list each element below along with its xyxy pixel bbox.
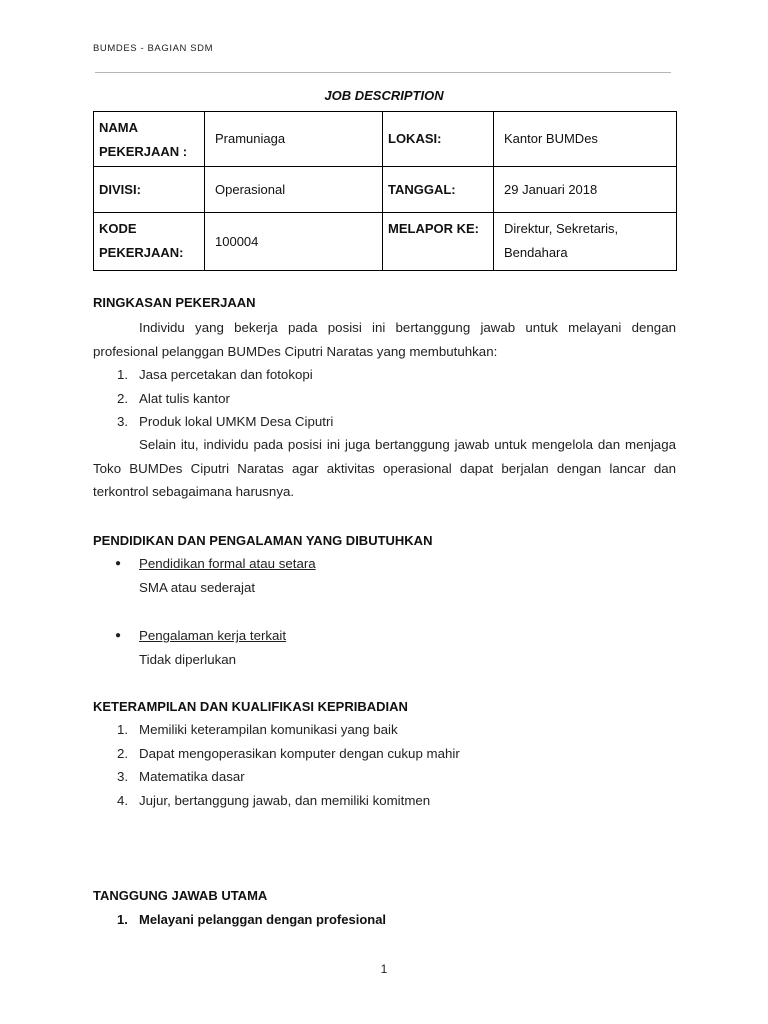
summary-closing: Selain itu, individu pada posisi ini juga bertanggung jawab untuk mengelola dan menjaga Toko BUMDes Ciputri Naratas agar aktivitas operasional dapat berjalan dengan lancar dan terkontrol sebagaimana harusnya.	[93, 437, 676, 499]
table-row	[94, 213, 677, 271]
list-number: 4.	[117, 792, 129, 808]
list-item	[93, 387, 333, 411]
list-number: 2.	[117, 745, 129, 761]
list-item	[93, 718, 460, 742]
skills-list	[93, 718, 460, 812]
reports-to-value: Direktur, Sekretaris, Bendahara	[494, 213, 677, 271]
date-label: TANGGAL:	[383, 167, 494, 213]
list-text: Dapat mengoperasikan komputer dengan cukup mahir	[139, 745, 460, 761]
list-text: Jujur, bertanggung jawab, dan memiliki komitmen	[139, 792, 431, 808]
bullet-title: Pendidikan formal atau setara	[139, 556, 316, 571]
summary-list	[93, 363, 333, 434]
date-value: 29 Januari 2018	[494, 167, 677, 213]
location-label: LOKASI:	[383, 112, 494, 167]
list-number: 3.	[117, 769, 129, 784]
list-item	[93, 789, 460, 813]
reports-to-label: MELAPOR KE:	[383, 213, 494, 271]
job-name-label: NAMA PEKERJAAN :	[94, 112, 205, 167]
job-code-value: 100004	[205, 213, 383, 271]
list-item	[93, 410, 333, 434]
list-text: Jasa percetakan dan fotokopi	[139, 367, 313, 382]
list-number: 1.	[117, 912, 128, 927]
bullet-dot-icon: ●	[115, 630, 122, 641]
page-number: 1	[380, 962, 388, 976]
list-text: Matematika dasar	[139, 769, 245, 784]
list-item	[93, 765, 460, 789]
job-code-label: KODE PEKERJAAN:	[94, 213, 205, 271]
table-row	[94, 112, 677, 167]
list-item	[93, 742, 460, 766]
location-value: Kantor BUMDes	[494, 112, 677, 167]
bullet-title: Pengalaman kerja terkait	[139, 628, 287, 643]
list-text: Alat tulis kantor	[139, 390, 230, 406]
summary-intro: Individu yang bekerja pada posisi ini bertanggung jawab untuk melayani dengan profesional pelanggan BUMDes Ciputri Naratas yang membutuhkan:	[93, 320, 676, 359]
responsibilities-heading: TANGGUNG JAWAB UTAMA	[93, 888, 268, 903]
list-text: Melayani pelanggan dengan profesional	[139, 912, 387, 927]
table-row	[94, 167, 677, 213]
job-name-value: Pramuniaga	[205, 112, 383, 167]
education-heading: PENDIDIKAN DAN PENGALAMAN YANG DIBUTUHKAN	[93, 533, 433, 548]
bullet-dot-icon: ●	[115, 558, 122, 569]
job-info-table	[93, 111, 677, 271]
list-number: 1.	[117, 722, 129, 737]
list-number: 1.	[117, 367, 129, 382]
list-number: 3.	[117, 414, 129, 429]
bullet-value: SMA atau sederajat	[139, 580, 256, 595]
skills-heading: KETERAMPILAN DAN KUALIFIKASI KEPRIBADIAN	[93, 699, 408, 714]
list-text: Produk lokal UMKM Desa Ciputri	[139, 414, 334, 429]
header-divider	[95, 72, 671, 73]
list-number: 2.	[117, 390, 129, 406]
document-title: JOB DESCRIPTION	[324, 88, 444, 103]
bullet-value: Tidak diperlukan	[139, 652, 237, 667]
summary-heading: RINGKASAN PEKERJAAN	[93, 295, 256, 310]
division-value: Operasional	[205, 167, 383, 213]
list-item	[93, 363, 333, 387]
page-header: BUMDES - BAGIAN SDM	[93, 43, 214, 54]
list-text: Memiliki keterampilan komunikasi yang baik	[139, 722, 398, 737]
division-label: DIVISI:	[94, 167, 205, 213]
